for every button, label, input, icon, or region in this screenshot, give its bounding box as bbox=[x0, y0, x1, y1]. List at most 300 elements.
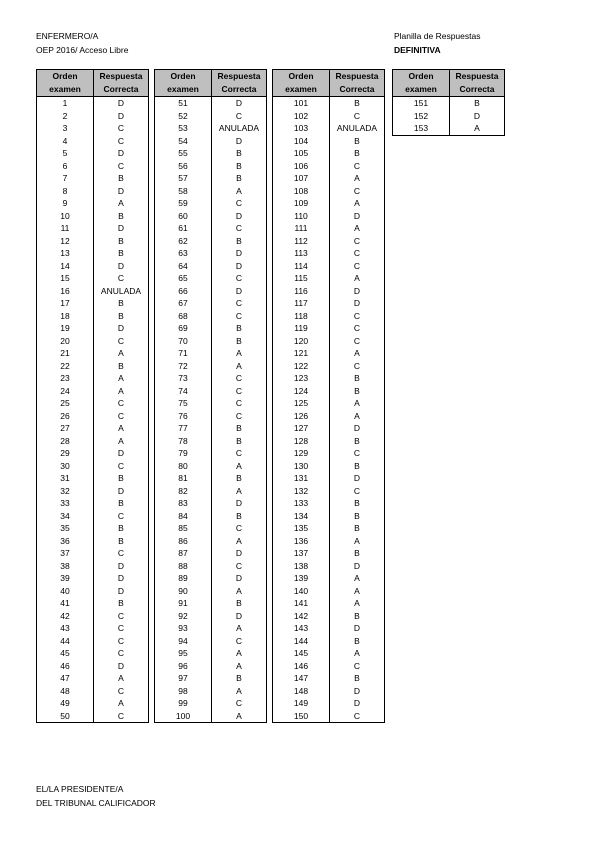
correct-answer: A bbox=[212, 622, 267, 635]
answer-row bbox=[37, 647, 149, 660]
answer-row bbox=[273, 185, 385, 198]
answer-row bbox=[37, 597, 149, 610]
answer-row bbox=[37, 247, 149, 260]
correct-answer: A bbox=[94, 385, 149, 398]
question-number: 5 bbox=[37, 147, 94, 160]
answer-row bbox=[155, 122, 267, 135]
answer-row bbox=[155, 297, 267, 310]
correct-answer: C bbox=[212, 635, 267, 648]
answer-row bbox=[37, 560, 149, 573]
answer-row bbox=[37, 572, 149, 585]
correct-answer: D bbox=[94, 560, 149, 573]
answer-row bbox=[37, 485, 149, 498]
question-number: 134 bbox=[273, 510, 330, 523]
answer-row bbox=[273, 347, 385, 360]
question-number: 51 bbox=[155, 97, 212, 110]
correct-answer: B bbox=[94, 472, 149, 485]
correct-answer: C bbox=[330, 447, 385, 460]
answer-row bbox=[273, 697, 385, 710]
question-number: 133 bbox=[273, 497, 330, 510]
correct-answer: C bbox=[212, 410, 267, 423]
correct-answer: C bbox=[212, 272, 267, 285]
correct-answer: B bbox=[94, 310, 149, 323]
answer-row bbox=[155, 285, 267, 298]
correct-answer: D bbox=[330, 297, 385, 310]
correct-answer: D bbox=[212, 547, 267, 560]
correct-answer: B bbox=[94, 172, 149, 185]
answer-row bbox=[155, 472, 267, 485]
correct-answer: B bbox=[212, 672, 267, 685]
question-number: 68 bbox=[155, 310, 212, 323]
correct-answer: ANULADA bbox=[330, 122, 385, 135]
correct-answer: B bbox=[212, 172, 267, 185]
question-number: 38 bbox=[37, 560, 94, 573]
question-number: 9 bbox=[37, 197, 94, 210]
correct-answer: A bbox=[450, 122, 505, 135]
question-number: 145 bbox=[273, 647, 330, 660]
question-number: 73 bbox=[155, 372, 212, 385]
answer-row bbox=[155, 672, 267, 685]
correct-answer: C bbox=[212, 385, 267, 398]
correct-answer: A bbox=[330, 197, 385, 210]
question-number: 46 bbox=[37, 660, 94, 673]
correct-answer: D bbox=[330, 697, 385, 710]
answer-row bbox=[155, 560, 267, 573]
correct-answer: C bbox=[94, 272, 149, 285]
correct-answer: A bbox=[212, 460, 267, 473]
answers-table-1 bbox=[36, 69, 149, 723]
question-number: 140 bbox=[273, 585, 330, 598]
question-number: 42 bbox=[37, 610, 94, 623]
header-correct-answer: Respuesta bbox=[330, 70, 385, 84]
correct-answer: D bbox=[94, 660, 149, 673]
question-number: 108 bbox=[273, 185, 330, 198]
question-number: 58 bbox=[155, 185, 212, 198]
correct-answer: A bbox=[212, 535, 267, 548]
question-number: 153 bbox=[393, 122, 450, 135]
header-order-exam: Orden bbox=[155, 70, 212, 84]
question-number: 103 bbox=[273, 122, 330, 135]
answer-row bbox=[393, 122, 505, 135]
question-number: 60 bbox=[155, 210, 212, 223]
correct-answer: D bbox=[212, 610, 267, 623]
answer-row bbox=[155, 660, 267, 673]
header-correct-answer: Correcta bbox=[330, 83, 385, 97]
answer-row bbox=[155, 310, 267, 323]
question-number: 117 bbox=[273, 297, 330, 310]
question-number: 4 bbox=[37, 135, 94, 148]
answer-row bbox=[273, 447, 385, 460]
correct-answer: C bbox=[330, 260, 385, 273]
correct-answer: C bbox=[94, 685, 149, 698]
answer-row bbox=[273, 610, 385, 623]
president-label: EL/LA PRESIDENTE/A bbox=[36, 784, 124, 794]
answer-row bbox=[155, 585, 267, 598]
answer-row bbox=[155, 685, 267, 698]
answer-row bbox=[155, 447, 267, 460]
correct-answer: A bbox=[212, 185, 267, 198]
answer-row bbox=[37, 660, 149, 673]
question-number: 59 bbox=[155, 197, 212, 210]
answer-row bbox=[273, 497, 385, 510]
answer-row bbox=[155, 497, 267, 510]
correct-answer: ANULADA bbox=[94, 285, 149, 298]
answer-row bbox=[155, 547, 267, 560]
question-number: 47 bbox=[37, 672, 94, 685]
header-order-exam: Orden bbox=[273, 70, 330, 84]
question-number: 124 bbox=[273, 385, 330, 398]
header-order-exam: examen bbox=[393, 83, 450, 97]
answer-row bbox=[37, 335, 149, 348]
answer-row bbox=[155, 160, 267, 173]
answer-row bbox=[273, 547, 385, 560]
question-number: 146 bbox=[273, 660, 330, 673]
correct-answer: A bbox=[330, 347, 385, 360]
correct-answer: B bbox=[94, 235, 149, 248]
correct-answer: D bbox=[450, 110, 505, 123]
correct-answer: C bbox=[330, 247, 385, 260]
answer-row bbox=[155, 235, 267, 248]
correct-answer: B bbox=[330, 385, 385, 398]
question-number: 101 bbox=[273, 97, 330, 110]
correct-answer: A bbox=[212, 585, 267, 598]
correct-answer: C bbox=[94, 335, 149, 348]
answer-row bbox=[273, 410, 385, 423]
question-number: 15 bbox=[37, 272, 94, 285]
answer-row bbox=[37, 497, 149, 510]
correct-answer: A bbox=[94, 347, 149, 360]
correct-answer: C bbox=[330, 235, 385, 248]
correct-answer: C bbox=[330, 322, 385, 335]
correct-answer: C bbox=[330, 160, 385, 173]
correct-answer: B bbox=[94, 297, 149, 310]
correct-answer: D bbox=[212, 260, 267, 273]
correct-answer: B bbox=[94, 360, 149, 373]
answer-row bbox=[273, 285, 385, 298]
answer-row bbox=[273, 110, 385, 123]
correct-answer: C bbox=[212, 310, 267, 323]
exam-subtitle: OEP 2016/ Acceso Libre bbox=[36, 45, 129, 55]
question-number: 96 bbox=[155, 660, 212, 673]
answer-row bbox=[37, 697, 149, 710]
correct-answer: B bbox=[212, 422, 267, 435]
question-number: 129 bbox=[273, 447, 330, 460]
answer-row bbox=[273, 710, 385, 723]
answer-row bbox=[273, 597, 385, 610]
answer-row bbox=[37, 460, 149, 473]
question-number: 106 bbox=[273, 160, 330, 173]
correct-answer: A bbox=[212, 660, 267, 673]
answer-row bbox=[155, 347, 267, 360]
correct-answer: D bbox=[94, 322, 149, 335]
correct-answer: A bbox=[330, 535, 385, 548]
answer-row bbox=[273, 297, 385, 310]
answer-row bbox=[155, 710, 267, 723]
correct-answer: B bbox=[212, 160, 267, 173]
correct-answer: C bbox=[330, 360, 385, 373]
correct-answer: B bbox=[212, 510, 267, 523]
question-number: 33 bbox=[37, 497, 94, 510]
question-number: 34 bbox=[37, 510, 94, 523]
answer-row bbox=[273, 322, 385, 335]
question-number: 11 bbox=[37, 222, 94, 235]
question-number: 148 bbox=[273, 685, 330, 698]
correct-answer: C bbox=[212, 522, 267, 535]
answer-row bbox=[155, 197, 267, 210]
question-number: 98 bbox=[155, 685, 212, 698]
answer-row bbox=[155, 422, 267, 435]
correct-answer: A bbox=[94, 372, 149, 385]
correct-answer: C bbox=[212, 372, 267, 385]
question-number: 75 bbox=[155, 397, 212, 410]
correct-answer: D bbox=[94, 572, 149, 585]
correct-answer: C bbox=[330, 185, 385, 198]
answer-row bbox=[37, 160, 149, 173]
question-number: 126 bbox=[273, 410, 330, 423]
correct-answer: D bbox=[212, 97, 267, 110]
correct-answer: B bbox=[94, 522, 149, 535]
answers-table-4 bbox=[392, 69, 505, 136]
answer-row bbox=[393, 110, 505, 123]
answer-row bbox=[273, 635, 385, 648]
correct-answer: B bbox=[330, 510, 385, 523]
question-number: 94 bbox=[155, 635, 212, 648]
question-number: 92 bbox=[155, 610, 212, 623]
question-number: 17 bbox=[37, 297, 94, 310]
answer-row bbox=[37, 272, 149, 285]
answer-row bbox=[273, 660, 385, 673]
answer-row bbox=[37, 472, 149, 485]
correct-answer: D bbox=[94, 185, 149, 198]
question-number: 1 bbox=[37, 97, 94, 110]
correct-answer: B bbox=[212, 322, 267, 335]
question-number: 137 bbox=[273, 547, 330, 560]
answer-row bbox=[155, 185, 267, 198]
question-number: 3 bbox=[37, 122, 94, 135]
question-number: 121 bbox=[273, 347, 330, 360]
correct-answer: A bbox=[94, 435, 149, 448]
answer-row bbox=[155, 172, 267, 185]
question-number: 39 bbox=[37, 572, 94, 585]
question-number: 69 bbox=[155, 322, 212, 335]
question-number: 100 bbox=[155, 710, 212, 723]
header-order-exam: examen bbox=[273, 83, 330, 97]
answer-row bbox=[273, 535, 385, 548]
answer-row bbox=[155, 597, 267, 610]
correct-answer: B bbox=[94, 535, 149, 548]
question-number: 93 bbox=[155, 622, 212, 635]
answer-row bbox=[37, 110, 149, 123]
answer-row bbox=[155, 622, 267, 635]
answer-row bbox=[273, 147, 385, 160]
correct-answer: D bbox=[212, 572, 267, 585]
correct-answer: B bbox=[212, 335, 267, 348]
sheet-status: DEFINITIVA bbox=[394, 45, 441, 55]
correct-answer: B bbox=[330, 372, 385, 385]
answer-row bbox=[37, 547, 149, 560]
answer-row bbox=[155, 485, 267, 498]
question-number: 77 bbox=[155, 422, 212, 435]
question-number: 80 bbox=[155, 460, 212, 473]
answer-row bbox=[273, 585, 385, 598]
question-number: 107 bbox=[273, 172, 330, 185]
answer-row bbox=[37, 585, 149, 598]
answer-row bbox=[273, 435, 385, 448]
answer-row bbox=[37, 297, 149, 310]
answer-row bbox=[155, 135, 267, 148]
correct-answer: C bbox=[330, 485, 385, 498]
question-number: 30 bbox=[37, 460, 94, 473]
question-number: 41 bbox=[37, 597, 94, 610]
correct-answer: ANULADA bbox=[212, 122, 267, 135]
answer-row bbox=[37, 310, 149, 323]
answer-row bbox=[155, 647, 267, 660]
answers-table-3 bbox=[272, 69, 385, 723]
answer-row bbox=[155, 110, 267, 123]
answer-row bbox=[273, 97, 385, 110]
answer-row bbox=[37, 710, 149, 723]
answer-row bbox=[37, 372, 149, 385]
question-number: 123 bbox=[273, 372, 330, 385]
answer-row bbox=[155, 260, 267, 273]
question-number: 151 bbox=[393, 97, 450, 110]
question-number: 110 bbox=[273, 210, 330, 223]
question-number: 139 bbox=[273, 572, 330, 585]
answer-row bbox=[37, 285, 149, 298]
header-correct-answer: Correcta bbox=[94, 83, 149, 97]
answer-row bbox=[155, 147, 267, 160]
question-number: 61 bbox=[155, 222, 212, 235]
question-number: 87 bbox=[155, 547, 212, 560]
question-number: 18 bbox=[37, 310, 94, 323]
answer-row bbox=[155, 335, 267, 348]
question-number: 26 bbox=[37, 410, 94, 423]
answer-row bbox=[37, 197, 149, 210]
question-number: 99 bbox=[155, 697, 212, 710]
question-number: 84 bbox=[155, 510, 212, 523]
question-number: 138 bbox=[273, 560, 330, 573]
correct-answer: B bbox=[330, 497, 385, 510]
answer-row bbox=[273, 135, 385, 148]
correct-answer: D bbox=[330, 560, 385, 573]
question-number: 113 bbox=[273, 247, 330, 260]
question-number: 70 bbox=[155, 335, 212, 348]
correct-answer: C bbox=[94, 547, 149, 560]
answer-row bbox=[155, 697, 267, 710]
answer-row bbox=[37, 322, 149, 335]
correct-answer: D bbox=[94, 97, 149, 110]
header-order-exam: examen bbox=[155, 83, 212, 97]
answer-row bbox=[273, 222, 385, 235]
answer-row bbox=[37, 610, 149, 623]
question-number: 81 bbox=[155, 472, 212, 485]
question-number: 71 bbox=[155, 347, 212, 360]
correct-answer: C bbox=[94, 610, 149, 623]
correct-answer: B bbox=[330, 672, 385, 685]
answer-row bbox=[273, 460, 385, 473]
question-number: 78 bbox=[155, 435, 212, 448]
answer-row bbox=[37, 447, 149, 460]
question-number: 83 bbox=[155, 497, 212, 510]
question-number: 35 bbox=[37, 522, 94, 535]
correct-answer: A bbox=[330, 647, 385, 660]
question-number: 40 bbox=[37, 585, 94, 598]
correct-answer: B bbox=[330, 135, 385, 148]
answer-row bbox=[273, 197, 385, 210]
correct-answer: B bbox=[94, 210, 149, 223]
correct-answer: B bbox=[212, 597, 267, 610]
header-order-exam: Orden bbox=[393, 70, 450, 84]
correct-answer: B bbox=[330, 610, 385, 623]
question-number: 85 bbox=[155, 522, 212, 535]
question-number: 109 bbox=[273, 197, 330, 210]
question-number: 48 bbox=[37, 685, 94, 698]
correct-answer: C bbox=[94, 647, 149, 660]
question-number: 29 bbox=[37, 447, 94, 460]
correct-answer: D bbox=[94, 222, 149, 235]
correct-answer: C bbox=[94, 410, 149, 423]
question-number: 112 bbox=[273, 235, 330, 248]
answer-row bbox=[273, 485, 385, 498]
question-number: 8 bbox=[37, 185, 94, 198]
question-number: 79 bbox=[155, 447, 212, 460]
question-number: 141 bbox=[273, 597, 330, 610]
question-number: 125 bbox=[273, 397, 330, 410]
question-number: 10 bbox=[37, 210, 94, 223]
answer-row bbox=[273, 172, 385, 185]
answer-row bbox=[273, 510, 385, 523]
sheet-title: Planilla de Respuestas bbox=[394, 31, 481, 41]
answer-row bbox=[37, 172, 149, 185]
correct-answer: C bbox=[212, 197, 267, 210]
answer-row bbox=[273, 335, 385, 348]
answer-row bbox=[273, 672, 385, 685]
question-number: 89 bbox=[155, 572, 212, 585]
answer-row bbox=[273, 522, 385, 535]
question-number: 20 bbox=[37, 335, 94, 348]
correct-answer: D bbox=[94, 447, 149, 460]
correct-answer: C bbox=[94, 635, 149, 648]
question-number: 56 bbox=[155, 160, 212, 173]
answer-row bbox=[37, 260, 149, 273]
answer-row bbox=[155, 572, 267, 585]
question-number: 32 bbox=[37, 485, 94, 498]
question-number: 24 bbox=[37, 385, 94, 398]
correct-answer: D bbox=[212, 210, 267, 223]
header-correct-answer: Correcta bbox=[212, 83, 267, 97]
correct-answer: B bbox=[94, 247, 149, 260]
question-number: 25 bbox=[37, 397, 94, 410]
correct-answer: A bbox=[212, 360, 267, 373]
correct-answer: B bbox=[212, 147, 267, 160]
correct-answer: A bbox=[212, 647, 267, 660]
question-number: 50 bbox=[37, 710, 94, 723]
correct-answer: D bbox=[212, 285, 267, 298]
answer-row bbox=[393, 97, 505, 110]
answer-row bbox=[37, 685, 149, 698]
answer-row bbox=[37, 672, 149, 685]
answer-row bbox=[273, 360, 385, 373]
answer-row bbox=[37, 435, 149, 448]
correct-answer: C bbox=[94, 122, 149, 135]
question-number: 63 bbox=[155, 247, 212, 260]
correct-answer: A bbox=[94, 697, 149, 710]
header-correct-answer: Correcta bbox=[450, 83, 505, 97]
answer-row bbox=[37, 397, 149, 410]
question-number: 142 bbox=[273, 610, 330, 623]
answer-row bbox=[155, 510, 267, 523]
correct-answer: C bbox=[212, 560, 267, 573]
